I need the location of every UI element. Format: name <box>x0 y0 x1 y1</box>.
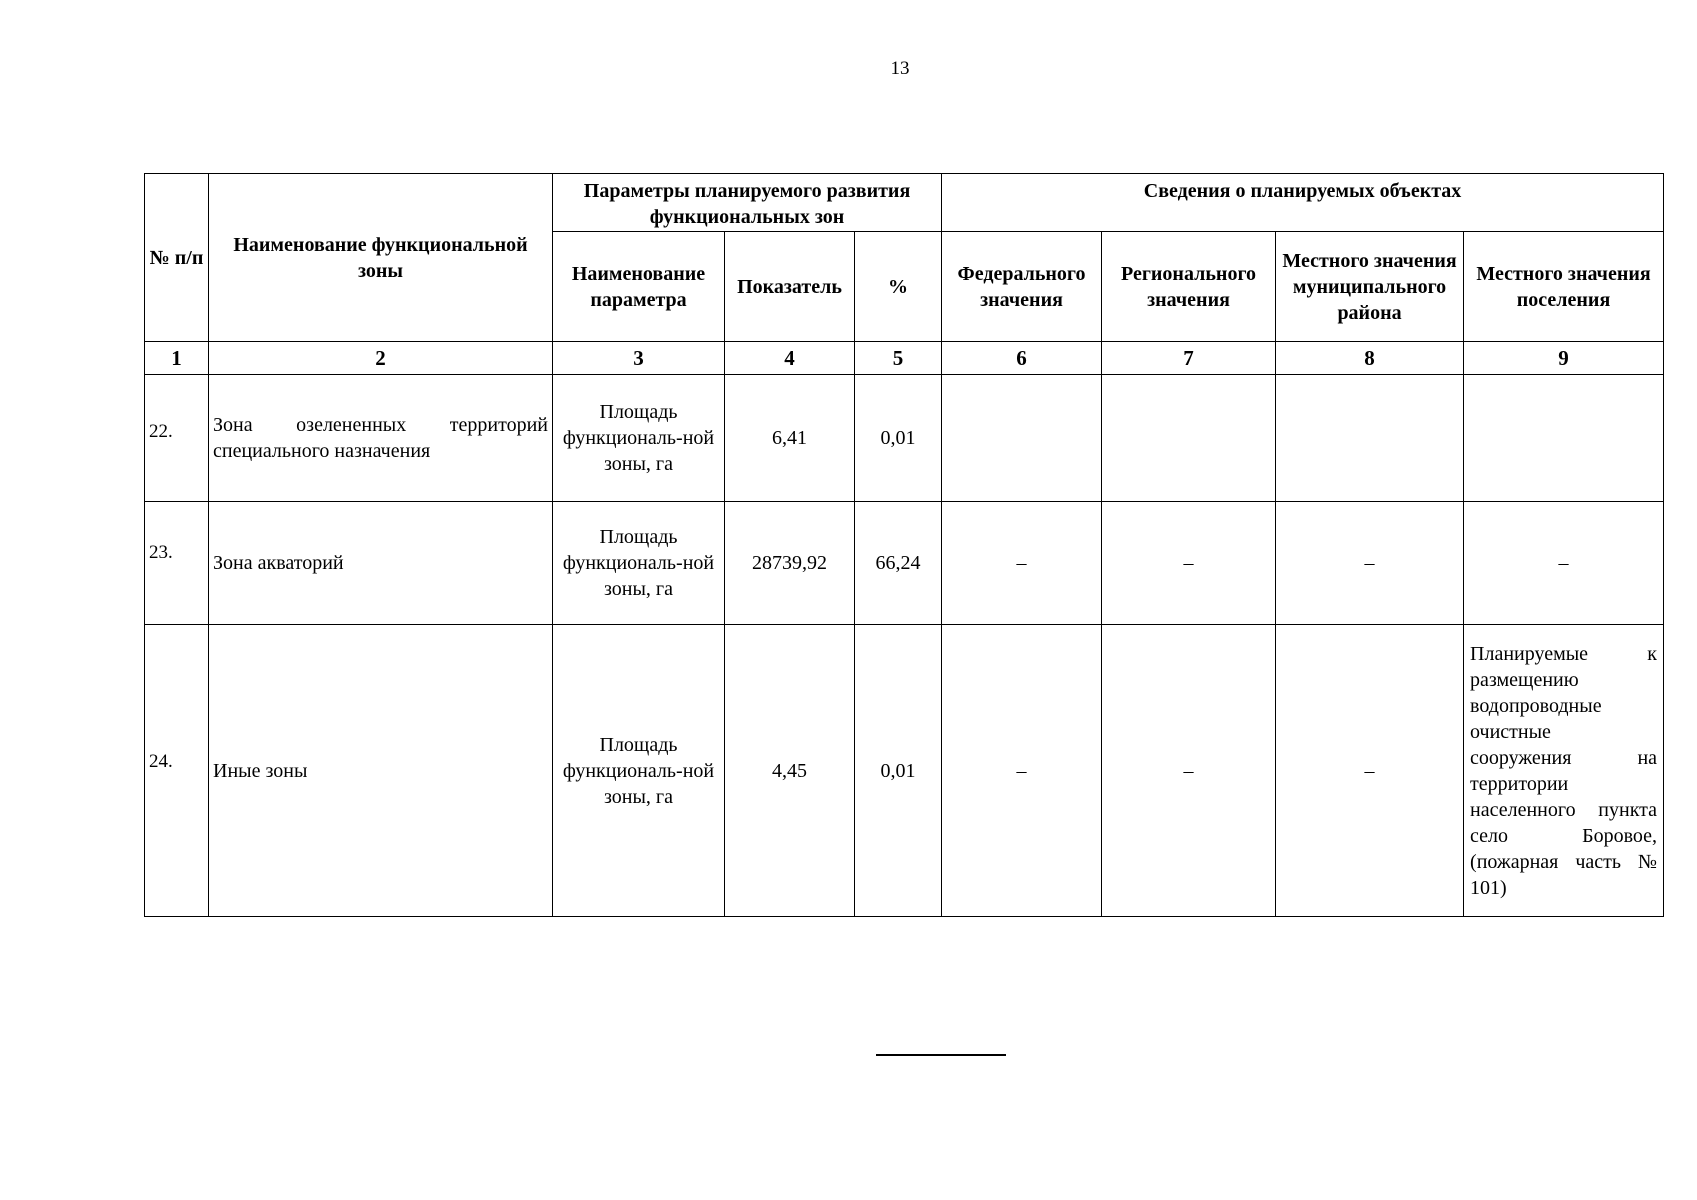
column-number: 1 <box>145 342 209 375</box>
header-indicator: Показатель <box>725 232 855 342</box>
header-zone-name: Наименование функциональной зоны <box>209 174 553 342</box>
regional-value: – <box>1102 625 1276 917</box>
indicator-value: 4,45 <box>725 625 855 917</box>
page-number: 13 <box>890 58 910 79</box>
column-number-row <box>145 342 1664 375</box>
regional-value: – <box>1102 502 1276 625</box>
header-params-group: Параметры планируемого развития функциональных зон <box>553 174 942 232</box>
header-row-1 <box>145 174 1664 232</box>
row-number: 23. <box>145 502 209 625</box>
header-federal: Федерального значения <box>942 232 1102 342</box>
settlement-value <box>1464 375 1664 502</box>
row-number: 22. <box>145 375 209 502</box>
municipal-value: – <box>1276 502 1464 625</box>
param-name: Площадь функциональ-ной зоны, га <box>553 625 725 917</box>
column-number: 7 <box>1102 342 1276 375</box>
param-name: Площадь функциональ-ной зоны, га <box>553 375 725 502</box>
header-municipal-district: Местного значения муниципального района <box>1276 232 1464 342</box>
header-objects-group: Сведения о планируемых объектах <box>942 174 1664 232</box>
header-percent: % <box>855 232 942 342</box>
regional-value <box>1102 375 1276 502</box>
percent-value: 0,01 <box>855 625 942 917</box>
separator-line <box>876 1054 1006 1056</box>
percent-value: 0,01 <box>855 375 942 502</box>
header-num: № п/п <box>145 174 209 342</box>
settlement-value: – <box>1464 502 1664 625</box>
header-param-name: Наименование параметра <box>553 232 725 342</box>
column-number: 4 <box>725 342 855 375</box>
table-row <box>145 625 1664 917</box>
param-name: Площадь функциональ-ной зоны, га <box>553 502 725 625</box>
indicator-value: 28739,92 <box>725 502 855 625</box>
column-number: 9 <box>1464 342 1664 375</box>
municipal-value <box>1276 375 1464 502</box>
column-number: 8 <box>1276 342 1464 375</box>
row-number: 24. <box>145 625 209 917</box>
table-row <box>145 502 1664 625</box>
zone-name: Зона акваторий <box>209 502 553 625</box>
percent-value: 66,24 <box>855 502 942 625</box>
federal-value <box>942 375 1102 502</box>
table-row <box>145 375 1664 502</box>
indicator-value: 6,41 <box>725 375 855 502</box>
federal-value: – <box>942 625 1102 917</box>
header-settlement: Местного значения поселения <box>1464 232 1664 342</box>
column-number: 3 <box>553 342 725 375</box>
municipal-value: – <box>1276 625 1464 917</box>
zone-name: Иные зоны <box>209 625 553 917</box>
functional-zones-table <box>144 173 1664 917</box>
federal-value: – <box>942 502 1102 625</box>
zone-name: Зона озелененных территорий специального назначения <box>209 375 553 502</box>
column-number: 5 <box>855 342 942 375</box>
column-number: 2 <box>209 342 553 375</box>
column-number: 6 <box>942 342 1102 375</box>
header-regional: Регионального значения <box>1102 232 1276 342</box>
settlement-value: Планируемые к размещению водопроводные очистные сооружения на территории населенного пункта село Боровое, (пожарная часть № 101) <box>1464 625 1664 917</box>
